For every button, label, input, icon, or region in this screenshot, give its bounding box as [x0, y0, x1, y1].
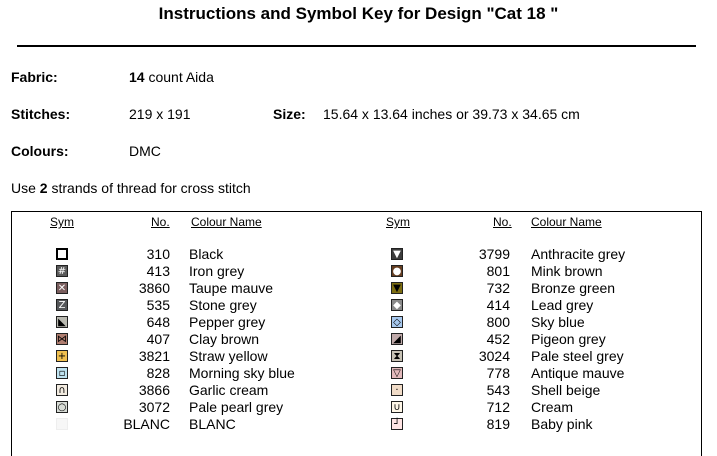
colour-name: Garlic cream [189, 382, 269, 398]
colour-number: 407 [146, 331, 170, 347]
colour-name: Taupe mauve [189, 280, 274, 296]
no-header-left: No. [151, 215, 170, 229]
hourglass-icon: ⧗ [391, 350, 403, 362]
fabric-type: count Aida [144, 69, 214, 85]
colour-number: 414 [486, 297, 510, 313]
colour-number: 3860 [138, 280, 170, 296]
dot-icon: · [391, 384, 403, 396]
fabric-value [129, 69, 214, 85]
symbol-key-table [11, 211, 702, 456]
x-icon: ✕ [57, 283, 67, 294]
colour-number: 3072 [138, 399, 170, 415]
colour-number: 413 [146, 263, 170, 279]
triangle-outline-down-icon: ▽ [391, 367, 403, 379]
circle-icon: ● [392, 266, 402, 277]
fabric-label: Fabric: [11, 69, 58, 85]
colour-name: Pale pearl grey [189, 399, 284, 415]
triangle-down-icon: ▼ [391, 282, 403, 294]
colour-number: 648 [146, 314, 170, 330]
cup-icon: ∪ [391, 401, 403, 413]
colour-number: 778 [486, 365, 510, 381]
colour-name: Clay brown [189, 331, 260, 347]
sym-header-right: Sym [386, 215, 410, 229]
colour-number: 828 [146, 365, 170, 381]
blank-icon [56, 418, 68, 430]
diamond-icon: ◆ [391, 299, 403, 311]
z-icon: Z [56, 299, 68, 311]
colour-name: Sky blue [531, 314, 585, 330]
colour-name: Baby pink [531, 416, 593, 432]
strand-count: 2 [39, 180, 48, 196]
colour-number: 712 [486, 399, 510, 415]
colour-name: Cream [531, 399, 574, 415]
colour-name: Antique mauve [531, 365, 625, 381]
colour-number: 3024 [478, 348, 510, 364]
colour-number: 543 [486, 382, 510, 398]
colour-name-header-right: Colour Name [531, 215, 602, 229]
colour-name-header-left: Colour Name [191, 215, 262, 229]
arch-icon: ∩ [56, 384, 68, 396]
colour-name: Stone grey [189, 297, 257, 313]
square-outline-icon [56, 248, 68, 260]
sym-header-left: Sym [50, 215, 74, 229]
colour-number: 801 [486, 263, 510, 279]
colours-value: DMC [129, 143, 161, 159]
corner-icon: ┘ [391, 418, 403, 430]
instruction-post: strands of thread for cross stitch [47, 180, 251, 196]
page-title: Instructions and Symbol Key for Design "Cat 18 " [158, 4, 559, 23]
colours-label: Colours: [11, 143, 69, 159]
stitches-value: 219 x 191 [129, 106, 191, 122]
colour-name: Pepper grey [189, 314, 266, 330]
no-header-right: No. [493, 215, 512, 229]
corner-triangle-icon: ◢ [391, 333, 403, 345]
plus-icon: + [57, 351, 67, 362]
colour-name: Pale steel grey [531, 348, 624, 364]
instruction-pre: Use [11, 180, 40, 196]
square-small-icon: ▫ [56, 367, 68, 379]
colour-name: Straw yellow [189, 348, 268, 364]
colour-number: 310 [146, 246, 170, 262]
colour-number: 452 [486, 331, 510, 347]
colour-number: 535 [146, 297, 170, 313]
circle-icon: ○ [57, 402, 67, 413]
colour-number: 732 [486, 280, 510, 296]
colour-number: 3799 [478, 246, 510, 262]
colour-number: 800 [486, 314, 510, 330]
title-divider [17, 45, 696, 47]
colour-number: 3821 [138, 348, 170, 364]
colour-name: Shell beige [531, 382, 601, 398]
colour-number: 819 [486, 416, 510, 432]
thread-instruction [11, 180, 251, 196]
size-value: 15.64 x 13.64 inches or 39.73 x 34.65 cm [323, 106, 580, 122]
stitches-label: Stitches: [11, 106, 71, 122]
colour-number: BLANC [123, 416, 170, 432]
colour-name: Anthracite grey [531, 246, 626, 262]
colour-name: Bronze green [531, 280, 616, 296]
corner-triangle-icon: ◣ [56, 316, 68, 328]
colour-name: BLANC [189, 416, 236, 432]
fabric-count: 14 [129, 69, 145, 85]
colour-name: Mink brown [531, 263, 603, 279]
bowtie-icon: ⋈ [57, 334, 67, 345]
colour-name: Iron grey [189, 263, 245, 279]
size-label: Size: [273, 106, 306, 122]
colour-name: Morning sky blue [189, 365, 295, 381]
heart-down-icon: ▼ [391, 248, 403, 260]
hash-icon: # [57, 266, 67, 277]
diamond-outline-icon: ◇ [391, 316, 403, 328]
colour-number: 3866 [138, 382, 170, 398]
colour-name: Lead grey [531, 297, 594, 313]
colour-name: Pigeon grey [531, 331, 606, 347]
colour-name: Black [189, 246, 224, 262]
